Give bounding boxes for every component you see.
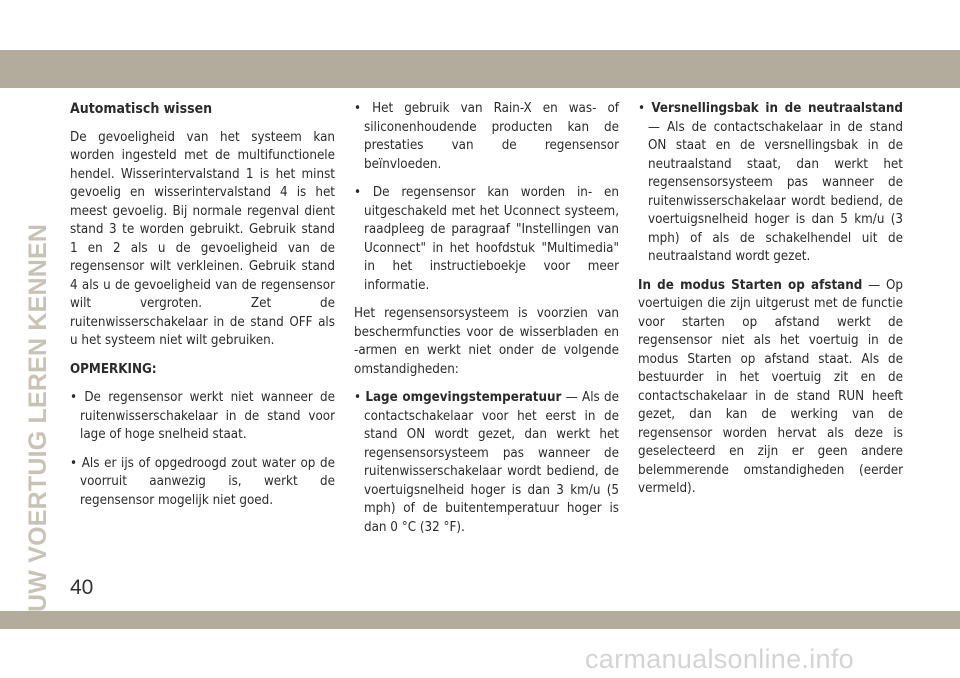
paragraph-text: — Op voertuigen die zijn uitgerust met de functie voor starten op afstand werkt de regensensor niet als het voertuig in de modus Starten op afstand staat. Als de bestuurder in het voertuig zit en de contactschakelaar in de stand RUN heeft gezet, dan kan de werking van de regensensor worden hervat als deze is geselecteerd en zijn er geen andere belemmerende omstandigheden (eerder vermeld). xyxy=(638,277,903,496)
side-chapter-title: UW VOERTUIG LEREN KENNEN xyxy=(24,223,52,612)
page-number: 40 xyxy=(70,576,94,599)
paragraph-label: In de modus Starten op afstand xyxy=(638,277,863,293)
column-3 xyxy=(638,100,903,509)
paragraph: De gevoeligheid van het systeem kan worden ingesteld met de multifunctionele hendel. Wisserintervalstand 1 is het minst gevoelig en wisserintervalstand 4 is het meest gevoelig. Bij normale regenval dient stand 3 te worden gebruikt. Gebruik stand 1 en 2 als u de gevoeligheid van de regensensor wilt verkleinen. Gebruik stand 4 als u de gevoeligheid van de regensensor wilt vergroten. Zet de ruitenwisserschakelaar in de stand OFF als u het systeem niet wilt gebruiken. xyxy=(70,129,335,348)
bullet-item: • De regensensor werkt niet wanneer de ruitenwisserschakelaar in de stand voor lage of hoge snelheid staat. xyxy=(70,390,335,442)
bullet-text: — Als de contactschakelaar voor het eerst in de stand ON wordt gezet, dan werkt het regensensorsysteem pas wanneer de ruitenwisserschakelaar wordt bediend, de voertuigsnelheid hoger is dan 3 km/u (5 mph) of de buitentemperatuur hoger is dan 0 °C (32 °F). xyxy=(364,390,619,535)
note-label: OPMERKING: xyxy=(70,361,157,377)
bullet-item: • Versnellingsbak in de neutraalstand — Als de contactschakelaar in de stand ON staat en de versnellingsbak in de neutraalstand staat, dan werkt het regensensorsysteem pas wanneer de ruitenwisserschakelaar wordt bediend, de voertuigsnelheid hoger is dan 5 km/u (3 mph) of als de schakelhendel uit de neutraalstand wordt gezet. xyxy=(638,101,903,264)
column-1 xyxy=(70,100,335,520)
bullet-item: • De regensensor kan worden in- en uitgeschakeld met het Uconnect systeem, raadpleeg de paragraaf "Instellingen van Uconnect" in het hoofdstuk "Multimedia" in het instructieboekje voor meer informatie. xyxy=(354,185,619,293)
bullet-item: • Lage omgevingstemperatuur — Als de contactschakelaar voor het eerst in de stand ON wordt gezet, dan werkt het regensensorsysteem pas wanneer de ruitenwisserschakelaar wordt bediend, de voertuigsnelheid hoger is dan 3 km/u (5 mph) of de buitentemperatuur hoger is dan 0 °C (32 °F). xyxy=(354,390,619,535)
bullet-label: Versnellingsbak in de neutraalstand xyxy=(651,101,903,116)
paragraph: Het regensensorsysteem is voorzien van beschermfuncties voor de wisserbladen en -armen en werkt niet onder de volgende omstandigheden: xyxy=(354,306,619,377)
column-2 xyxy=(354,100,619,547)
watermark: carmanualsonline.info xyxy=(585,644,854,674)
bullet-item: • Het gebruik van Rain-X en was- of siliconenhoudende producten kan de prestaties van de regensensor beïnvloeden. xyxy=(354,101,619,172)
bullet-text: — Als de contactschakelaar in de stand ON staat en de versnellingsbak in de neutraalstand staat, dan werkt het regensensorsysteem pas wanneer de ruitenwisserschakelaar wordt bediend, de voertuigsnelheid hoger is dan 5 km/u (3 mph) of als de schakelhendel uit de neutraalstand wordt gezet. xyxy=(648,119,903,264)
top-band xyxy=(0,50,960,88)
bottom-band xyxy=(0,611,960,629)
bullet-item: • Als er ijs of opgedroogd zout water op de voorruit aanwezig is, werkt de regensensor mogelijk niet goed. xyxy=(70,455,335,508)
paragraph xyxy=(638,277,903,499)
bullet-label: Lage omgevingstemperatuur xyxy=(365,390,562,405)
section-heading: Automatisch wissen xyxy=(70,101,213,117)
